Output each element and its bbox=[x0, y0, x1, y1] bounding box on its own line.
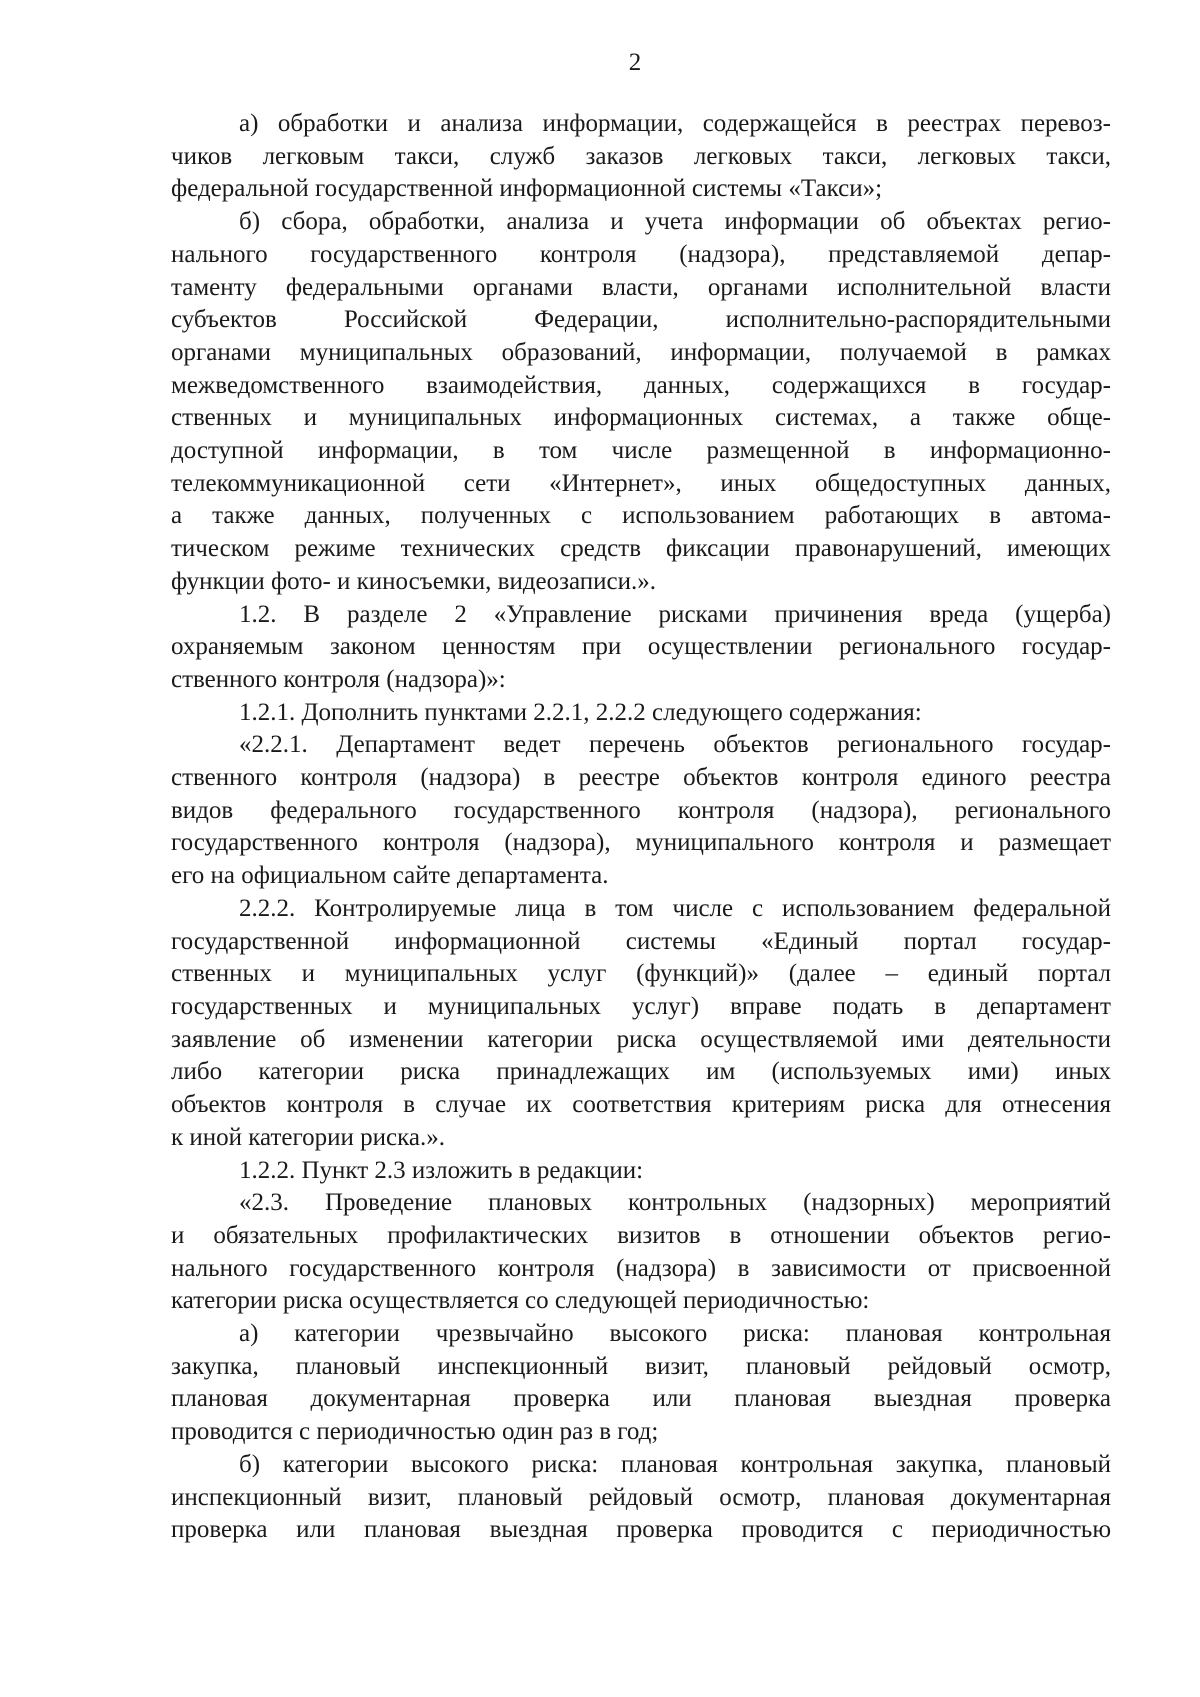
text-line: государственной информационной системы «Единый портал государ- bbox=[171, 927, 1111, 955]
text-line: б) сбора, обработки, анализа и учета информации об объектах регио- bbox=[239, 208, 1111, 236]
text-line: телекоммуникационной сети «Интернет», иных общедоступных данных, bbox=[171, 469, 1111, 497]
text-line: доступной информации, в том числе размещенной в информационно- bbox=[171, 437, 1111, 465]
text-line: объектов контроля в случае их соответствия критериям риска для отнесения bbox=[171, 1091, 1111, 1119]
text-line: ственного контроля (надзора) в реестре объектов контроля единого реестра bbox=[171, 764, 1111, 792]
text-line: закупка, плановый инспекционный визит, плановый рейдовый осмотр, bbox=[171, 1352, 1111, 1380]
text-line: тическом режиме технических средств фиксации правонарушений, имеющих bbox=[171, 535, 1111, 563]
text-line: плановая документарная проверка или плановая выездная проверка bbox=[171, 1385, 1111, 1413]
text-line: а также данных, полученных с использованием работающих в автома- bbox=[171, 502, 1111, 530]
text-line: охраняемым законом ценностям при осуществлении регионального государ- bbox=[171, 633, 1111, 661]
text-line: нального государственного контроля (надзора) в зависимости от присвоенной bbox=[171, 1254, 1111, 1282]
text-line: его на официальном сайте департамента. bbox=[171, 862, 609, 890]
text-line: ственных и муниципальных услуг (функций)» (далее – единый портал bbox=[171, 960, 1111, 988]
text-line: чиков легковым такси, служб заказов легковых такси, легковых такси, bbox=[171, 142, 1111, 170]
text-line: либо категории риска принадлежащих им (используемых ими) иных bbox=[171, 1058, 1111, 1086]
text-line: «2.2.1. Департамент ведет перечень объектов регионального государ- bbox=[239, 731, 1111, 759]
text-line: таменту федеральными органами власти, органами исполнительной власти bbox=[171, 273, 1111, 301]
text-line: а) обработки и анализа информации, содержащейся в реестрах перевоз- bbox=[239, 110, 1111, 137]
text-line: межведомственного взаимодействия, данных, содержащихся в государ- bbox=[171, 371, 1111, 399]
text-line: государственных и муниципальных услуг) вправе подать в департамент bbox=[171, 992, 1111, 1020]
text-line: федеральной государственной информационной системы «Такси»; bbox=[171, 175, 883, 203]
text-line: б) категории высокого риска: плановая контрольная закупка, плановый bbox=[239, 1450, 1111, 1478]
text-line: ственных и муниципальных информационных системах, а также обще- bbox=[171, 404, 1111, 432]
text-line: проверка или плановая выездная проверка проводится с периодичностью bbox=[171, 1516, 1111, 1544]
text-line: видов федерального государственного контроля (надзора), регионального bbox=[171, 796, 1111, 824]
text-line: субъектов Российской Федерации, исполнительно-распорядительными bbox=[171, 306, 1111, 334]
text-line: 2.2.2. Контролируемые лица в том числе с использованием федеральной bbox=[239, 894, 1111, 922]
text-line: а) категории чрезвычайно высокого риска: плановая контрольная bbox=[239, 1320, 1111, 1348]
text-line: категории риска осуществляется со следующей периодичностью: bbox=[171, 1287, 870, 1315]
text-line: проводится с периодичностью один раз в год; bbox=[171, 1418, 659, 1446]
text-line: 1.2.2. Пункт 2.3 изложить в редакции: bbox=[239, 1156, 644, 1184]
text-line: государственного контроля (надзора), муниципального контроля и размещает bbox=[171, 829, 1111, 857]
text-line: 1.2.1. Дополнить пунктами 2.2.1, 2.2.2 следующего содержания: bbox=[239, 698, 922, 726]
text-line: «2.3. Проведение плановых контрольных (надзорных) мероприятий bbox=[239, 1189, 1111, 1217]
document-body bbox=[171, 108, 1111, 1547]
text-line: и обязательных профилактических визитов в отношении объектов регио- bbox=[171, 1221, 1111, 1249]
text-line: ственного контроля (надзора)»: bbox=[171, 665, 506, 693]
text-line: нального государственного контроля (надзора), представляемой депар- bbox=[171, 240, 1111, 268]
text-line: заявление об изменении категории риска осуществляемой ими деятельности bbox=[171, 1025, 1111, 1053]
page-number: 2 bbox=[628, 49, 642, 76]
text-line: 1.2. В разделе 2 «Управление рисками причинения вреда (ущерба) bbox=[239, 600, 1111, 628]
text-line: функции фото- и киносъемки, видеозаписи.». bbox=[171, 567, 657, 595]
text-line: инспекционный визит, плановый рейдовый осмотр, плановая документарная bbox=[171, 1483, 1111, 1511]
text-line: к иной категории риска.». bbox=[171, 1123, 445, 1151]
text-line: органами муниципальных образований, информации, получаемой в рамках bbox=[171, 338, 1111, 366]
